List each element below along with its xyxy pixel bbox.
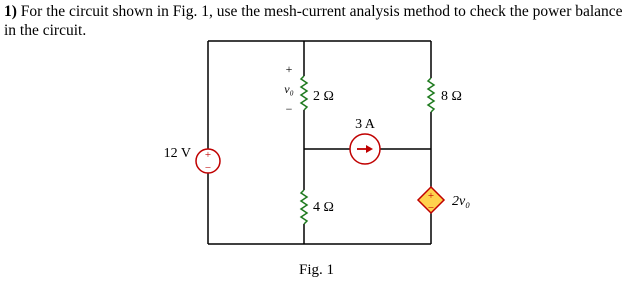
- resistor-4-label: 4 Ω: [313, 200, 334, 215]
- source-minus-sign: −: [204, 162, 212, 174]
- dependent-minus-sign: −: [427, 202, 435, 214]
- problem-text: For the circuit shown in Fig. 1, use the mesh-current analysis method to check the power balance in the circuit.: [4, 3, 623, 39]
- vo-label: v₀: [284, 82, 294, 96]
- voltage-source-12v: [164, 146, 220, 174]
- dependent-source-2vo: [418, 187, 470, 214]
- source-plus-sign: +: [204, 149, 212, 161]
- resistor-8-ohm: [428, 78, 462, 112]
- resistor-2-ohm: [301, 76, 334, 110]
- dependent-plus-sign: +: [427, 190, 435, 202]
- resistor-8-label: 8 Ω: [441, 89, 462, 104]
- resistor-2-label: 2 Ω: [313, 89, 334, 104]
- voltage-vo-marker: [284, 62, 294, 116]
- vo-minus-sign: −: [285, 102, 293, 116]
- vo-plus-sign: +: [285, 62, 293, 76]
- figure-caption: Fig. 1: [299, 262, 335, 278]
- current-source-3a: [350, 117, 380, 164]
- current-source-label: 3 A: [355, 117, 375, 132]
- source-12v-label: 12 V: [163, 146, 191, 161]
- resistor-4-ohm: [301, 190, 334, 224]
- dependent-source-label: 2v₀: [452, 194, 471, 209]
- problem-number: 1): [4, 3, 17, 20]
